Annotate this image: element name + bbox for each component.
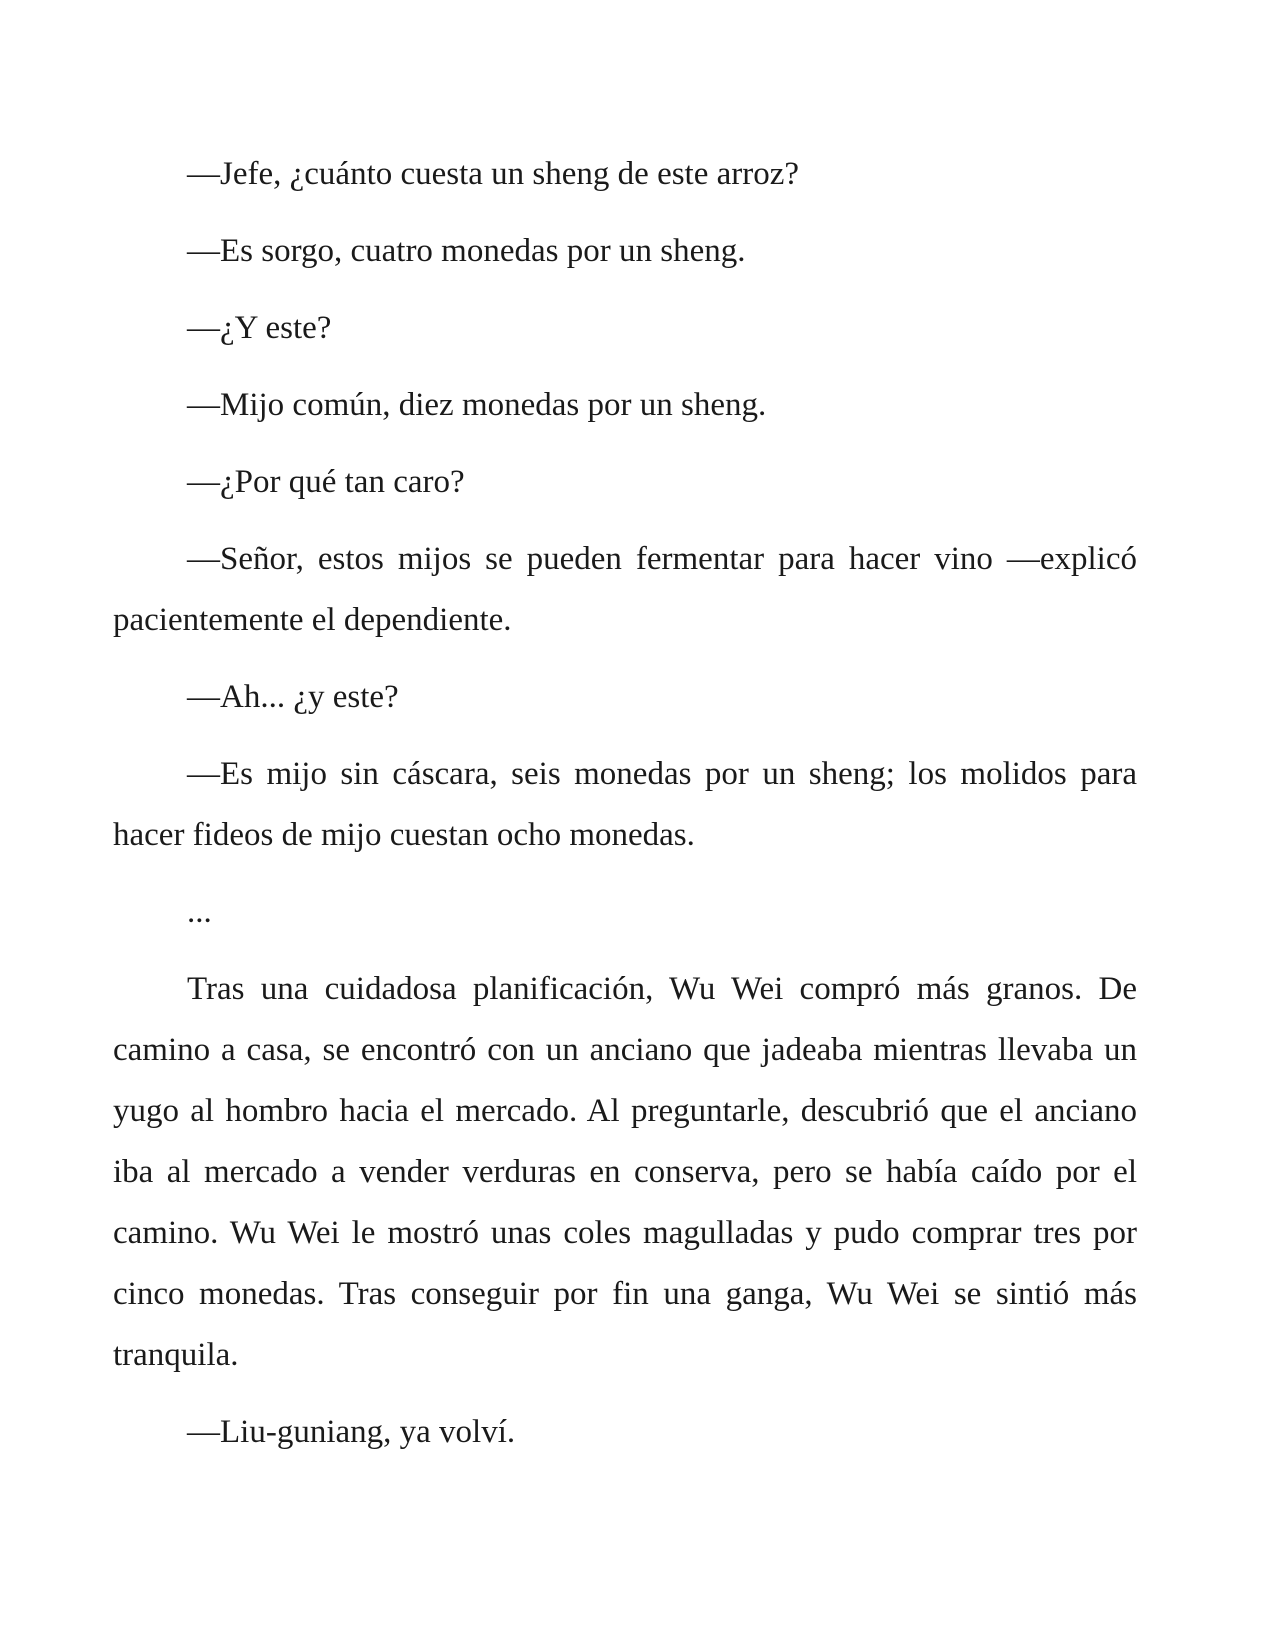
paragraph-6: —Señor, estos mijos se pueden fermentar para hacer vino —explicó pacientemente el dependiente.: [113, 541, 1137, 638]
paragraph-4: —Mijo común, diez monedas por un sheng.: [187, 387, 767, 423]
paragraph-7: —Ah... ¿y este?: [187, 679, 399, 715]
body-text: [113, 144, 1137, 1463]
paragraph-9: Tras una cuidadosa planificación, Wu Wei compró más granos. De camino a casa, se encontró con un anciano que jadeaba mientras llevaba un yugo al hombro hacia el mercado. Al preguntarle, descubrió que el anciano iba al mercado a vender verduras en conserva, pero se había caído por el camino. Wu Wei le mostró unas coles magulladas y pudo comprar tres por cinco monedas. Tras conseguir por fin una ganga, Wu Wei se sintió más tranquila.: [113, 971, 1137, 1373]
paragraph-2: —Es sorgo, cuatro monedas por un sheng.: [187, 233, 746, 269]
scene-break: ...: [187, 894, 212, 930]
paragraph-3: —¿Y este?: [187, 310, 332, 346]
paragraph-5: —¿Por qué tan caro?: [187, 464, 465, 500]
paragraph-10: —Liu-guniang, ya volví.: [187, 1414, 516, 1450]
paragraph-1: —Jefe, ¿cuánto cuesta un sheng de este arroz?: [187, 156, 800, 192]
paragraph-8: —Es mijo sin cáscara, seis monedas por un sheng; los molidos para hacer fideos de mijo cuestan ocho monedas.: [113, 756, 1137, 853]
